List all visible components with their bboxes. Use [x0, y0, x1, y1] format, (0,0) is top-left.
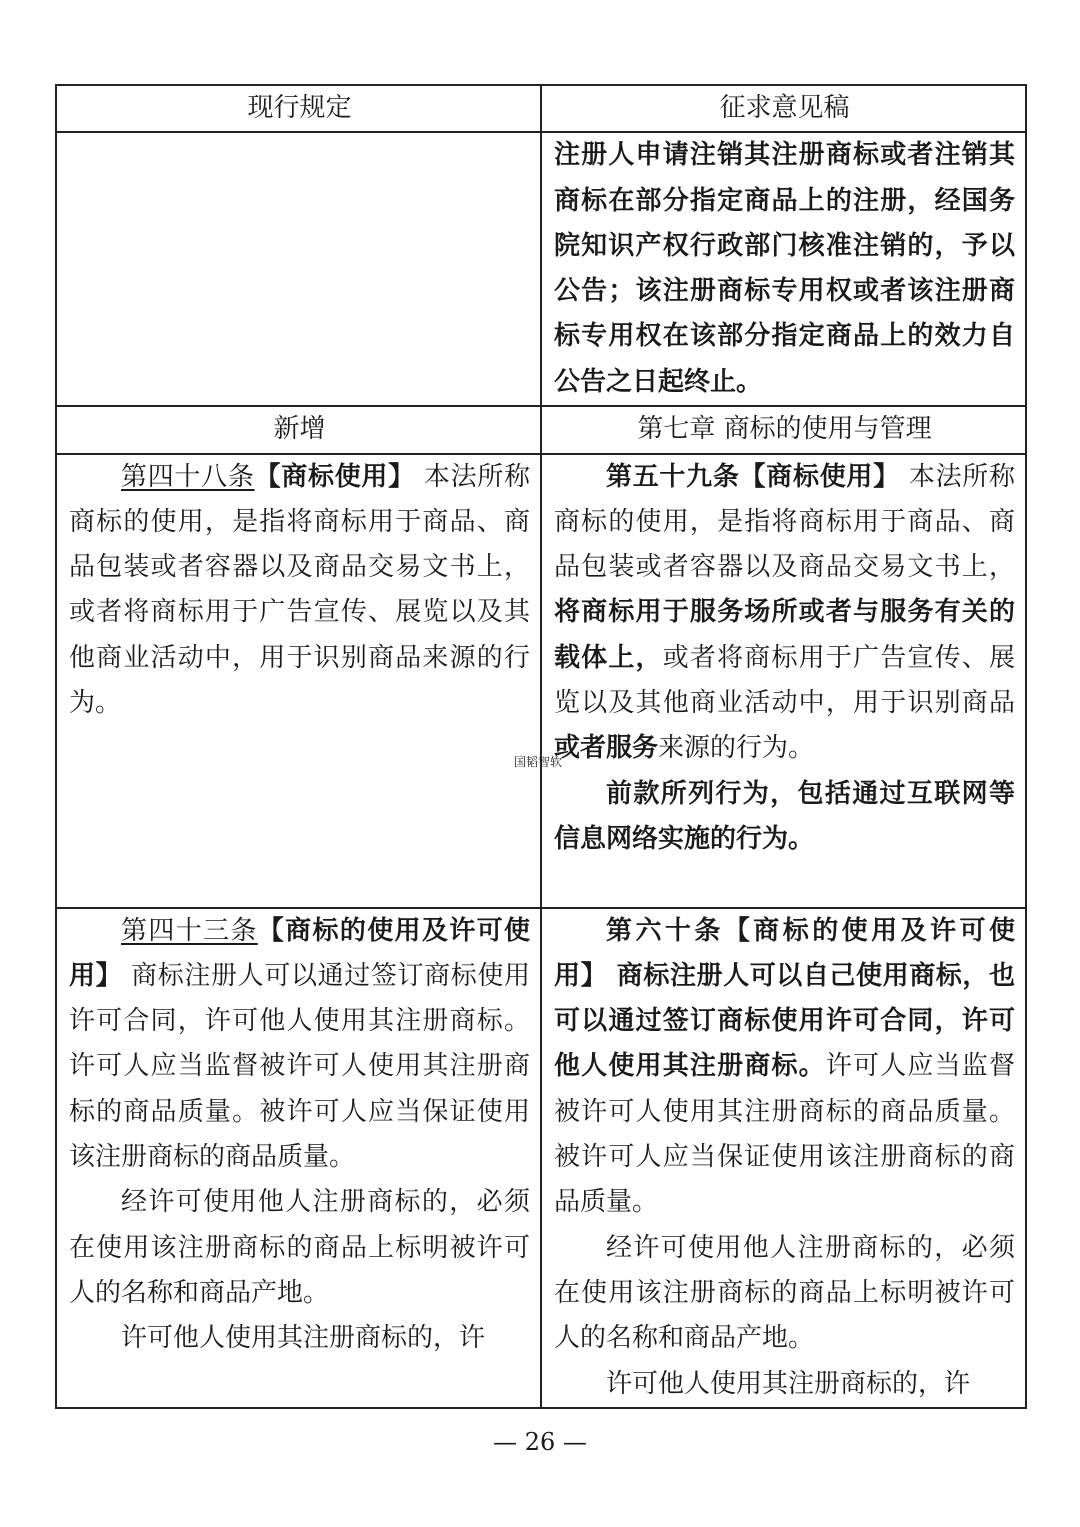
header-draft-for-comment: 征求意见稿 — [541, 85, 1026, 132]
cell-left-empty — [56, 132, 541, 406]
table-row — [56, 406, 1026, 453]
article-number: 第五十九条 — [606, 461, 740, 492]
article-text: 商标注册人可以通过签订商标使用许可合同，许可他人使用其注册商标。许可人应当监督被许可人使用其注册商标的商品质量。被许可人应当保证使用该注册商标的商品质量。 — [69, 960, 530, 1173]
article-48-paragraph — [69, 455, 530, 727]
cancellation-paragraph: 注册人申请注销其注册商标或者注销其商标在部分指定商品上的注册，经国务院知识产权行政部门核准注销的，予以公告；该注册商标专用权或者该注册商标专用权在该部分指定商品上的效力自公告之日起终止。 — [554, 140, 1015, 397]
cell-right-article-60 — [541, 908, 1026, 1408]
table-header-row — [56, 85, 1026, 132]
article-60-paragraph-2: 经许可使用他人注册商标的，必须在使用该注册商标的商品上标明被许可人的名称和商品产地。 — [554, 1232, 1015, 1354]
chapter-heading: 第七章 商标的使用与管理 — [541, 406, 1026, 453]
comparison-table — [55, 84, 1027, 1409]
cell-left-new-added: 新增 — [56, 406, 541, 453]
article-text: 许可人应当监督被许可人使用其注册商标的商品质量。被许可人应当保证使用该注册商标的商品质量。 — [554, 1051, 1015, 1218]
article-text: 或者将商标用于广告宣传、展览以及其他商业活动中，用于识别商品 — [554, 642, 1015, 719]
table-row — [56, 454, 1026, 908]
cell-right-cancellation-text — [541, 132, 1026, 406]
article-number: 第六十条 — [606, 915, 724, 946]
article-60-paragraph — [554, 909, 1015, 1226]
cell-left-article-43 — [56, 908, 541, 1408]
article-43-paragraph-2: 经许可使用他人注册商标的，必须在使用该注册商标的商品上标明被许可人的名称和商品产地。 — [69, 1187, 530, 1308]
article-59-paragraph — [554, 455, 1015, 772]
article-number: 第四十三条 — [121, 915, 258, 946]
article-text: 来源的行为。 — [658, 733, 815, 764]
article-number: 第四十八条 — [121, 461, 255, 492]
article-43-paragraph-3: 许可他人使用其注册商标的，许 — [121, 1323, 486, 1354]
article-heading: 【商标的使用及许可使用】 — [69, 915, 530, 991]
article-heading: 【商标的使用及许可使用】 — [554, 915, 1015, 991]
watermark-text: 国韬智软 — [514, 755, 563, 769]
article-text-added: 将商标用于服务场所或者与服务有关的载体上， — [554, 597, 1015, 673]
article-heading: 【商标使用】 — [739, 461, 900, 492]
article-60-paragraph-3: 许可他人使用其注册商标的，许 — [606, 1368, 971, 1399]
page-number: — 26 — — [493, 1428, 587, 1456]
table-row — [56, 908, 1026, 1408]
article-43-paragraph — [69, 909, 530, 1181]
cell-right-article-59 — [541, 454, 1026, 908]
table-row — [56, 132, 1026, 406]
article-heading: 【商标使用】 — [254, 461, 415, 492]
article-text: 本法所称商标的使用，是指将商标用于商品、商品包装或者容器以及商品交易文书上，或者将商标用于广告宣传、展览以及其他商业活动中，用于识别商品来源的行为。 — [69, 461, 530, 719]
article-text-added: 商标注册人可以自己使用商标，也可以通过签订商标使用许可合同，许可他人使用其注册商标。 — [554, 960, 1015, 1082]
article-59-paragraph-2: 前款所列行为，包括通过互联网等信息网络实施的行为。 — [554, 778, 1015, 854]
cell-left-article-48 — [56, 454, 541, 908]
article-text: 本法所称商标的使用，是指将商标用于商品、商品包装或者容器以及商品交易文书上， — [554, 461, 1015, 583]
article-text-added: 或者服务 — [554, 733, 659, 764]
header-current-provisions: 现行规定 — [56, 85, 541, 132]
